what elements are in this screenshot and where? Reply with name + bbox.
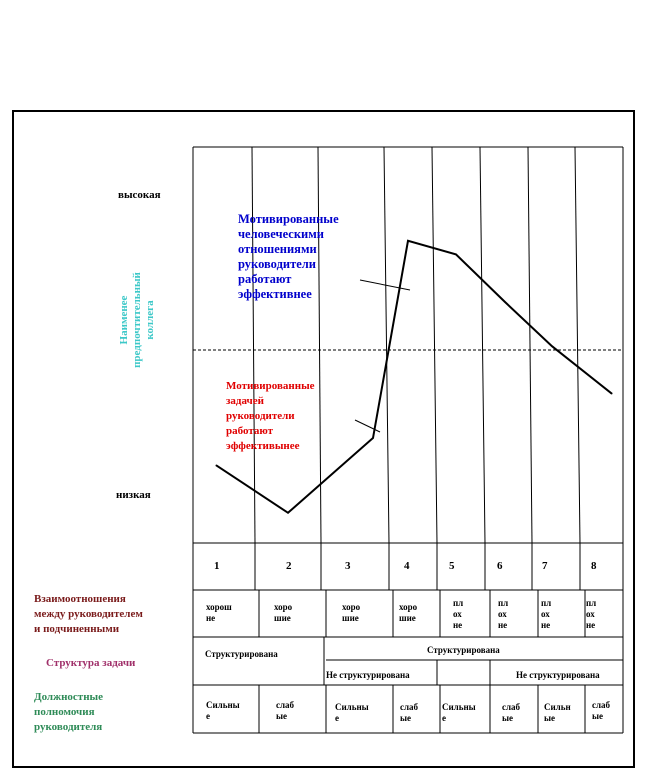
power-cell — [206, 700, 240, 722]
relations-annotation-line: руководители — [238, 257, 316, 271]
task-annotation — [226, 379, 315, 454]
cell-text: Сильн — [544, 702, 571, 712]
cell-text: не — [541, 620, 551, 630]
relations-row-label-line: Взаимоотношения — [34, 593, 126, 605]
power-cell — [592, 700, 610, 722]
power-cell — [400, 702, 418, 724]
cell-text: хорош — [206, 602, 232, 612]
curve-point — [373, 438, 374, 439]
column-number: 3 — [345, 560, 351, 572]
chart-column-divider — [384, 147, 389, 543]
power-cell — [544, 702, 571, 724]
column-number: 6 — [497, 560, 503, 572]
task-annotation-line: руководители — [226, 410, 295, 422]
relations-pointer-line — [360, 280, 410, 290]
cell-text: хоро — [399, 602, 418, 612]
power-cell — [276, 700, 294, 722]
curve-point — [456, 254, 457, 255]
structure-cell: Структурирована — [427, 645, 500, 655]
curve-point — [612, 393, 613, 394]
structure-row-label: Структура задачи — [46, 657, 136, 669]
task-annotation-line: работают — [226, 425, 274, 437]
curve-point — [505, 302, 506, 303]
power-cell — [502, 702, 520, 724]
relations-cell — [586, 598, 596, 631]
structure-cell: Не структурирована — [326, 670, 410, 680]
column-number: 5 — [449, 560, 455, 572]
relations-cell — [206, 602, 232, 624]
cell-text: хоро — [342, 602, 361, 612]
relations-annotation — [238, 212, 339, 302]
cell-text: не — [453, 620, 463, 630]
cell-text: е — [335, 713, 339, 723]
axis-low-label: низкая — [116, 489, 151, 501]
cell-text: ох — [541, 609, 550, 619]
cell-text: шие — [342, 613, 359, 623]
cell-text: ые — [544, 713, 556, 723]
curve-point — [552, 346, 553, 347]
cell-text: Сильны — [206, 700, 240, 710]
task-annotation-line: задачей — [226, 395, 264, 407]
cell-text: не — [586, 620, 596, 630]
chart-column-divider — [432, 147, 437, 543]
power-row-label — [34, 690, 103, 735]
curve-point — [288, 512, 289, 513]
vertical-axis-title — [118, 245, 157, 395]
structure-cell: Не структурирована — [516, 670, 600, 680]
power-row-label-line: руководителя — [34, 721, 103, 733]
cell-text: ые — [400, 713, 412, 723]
relations-row-label-line: между руководителем — [34, 608, 143, 620]
cell-text: слаб — [502, 702, 521, 712]
chart-column-divider — [528, 147, 532, 543]
cell-text: не — [498, 620, 508, 630]
cell-text: ох — [453, 609, 462, 619]
cell-text: пл — [586, 598, 597, 608]
relations-annotation-line: отношениями — [238, 242, 317, 256]
cell-text: е — [442, 713, 446, 723]
curve-point — [408, 240, 409, 241]
cell-text: слаб — [276, 700, 295, 710]
cell-text: ые — [502, 713, 514, 723]
column-number: 4 — [404, 560, 410, 572]
relations-annotation-line: человеческими — [238, 227, 324, 241]
relations-cell — [541, 598, 551, 631]
power-row-label-line: полномочия — [34, 706, 95, 718]
cell-text: хоро — [274, 602, 293, 612]
cell-text: пл — [453, 598, 464, 608]
relations-annotation-line: работают — [238, 272, 292, 286]
cell-text: шие — [399, 613, 416, 623]
column-number: 8 — [591, 560, 597, 572]
cell-text: ох — [586, 609, 595, 619]
power-cell — [335, 702, 369, 724]
relations-annotation-line: эффективнее — [238, 287, 312, 301]
cell-text: шие — [274, 613, 291, 623]
vertical-title-line-3: коллега — [144, 300, 156, 340]
cell-text: ые — [592, 711, 604, 721]
relations-cell — [498, 598, 508, 631]
chart-column-divider — [575, 147, 580, 543]
cell-text: пл — [498, 598, 509, 608]
power-row-label-line: Должностные — [34, 691, 104, 703]
vertical-title-line-2: предпочтительный — [131, 272, 143, 368]
relations-annotation-line: Мотивированные — [238, 212, 339, 226]
chart-column-divider — [252, 147, 255, 543]
axis-high-label: высокая — [118, 189, 161, 201]
cell-text: Сильны — [335, 702, 369, 712]
column-number: 7 — [542, 560, 548, 572]
cell-text: слаб — [592, 700, 611, 710]
relations-row-label — [34, 592, 143, 637]
cell-text: Сильны — [442, 702, 476, 712]
relations-cell — [399, 602, 417, 624]
cell-text: е — [206, 711, 210, 721]
task-annotation-line: эффективынее — [226, 440, 300, 452]
relations-cell — [274, 602, 292, 624]
cell-text: слаб — [400, 702, 419, 712]
chart-column-divider — [480, 147, 485, 543]
column-number: 1 — [214, 560, 220, 572]
power-cell — [442, 702, 476, 724]
structure-cell: Структурирована — [205, 649, 278, 659]
cell-text: не — [206, 613, 216, 623]
relations-cell — [342, 602, 360, 624]
task-annotation-line: Мотивированные — [226, 380, 315, 392]
curve-point — [216, 465, 217, 466]
vertical-title-line-1: Наименее — [118, 295, 130, 345]
column-number: 2 — [286, 560, 292, 572]
relations-row-label-line: и подчиненными — [34, 623, 120, 635]
cell-text: ох — [498, 609, 507, 619]
cell-text: пл — [541, 598, 552, 608]
relations-cell — [453, 598, 463, 631]
cell-text: ые — [276, 711, 288, 721]
